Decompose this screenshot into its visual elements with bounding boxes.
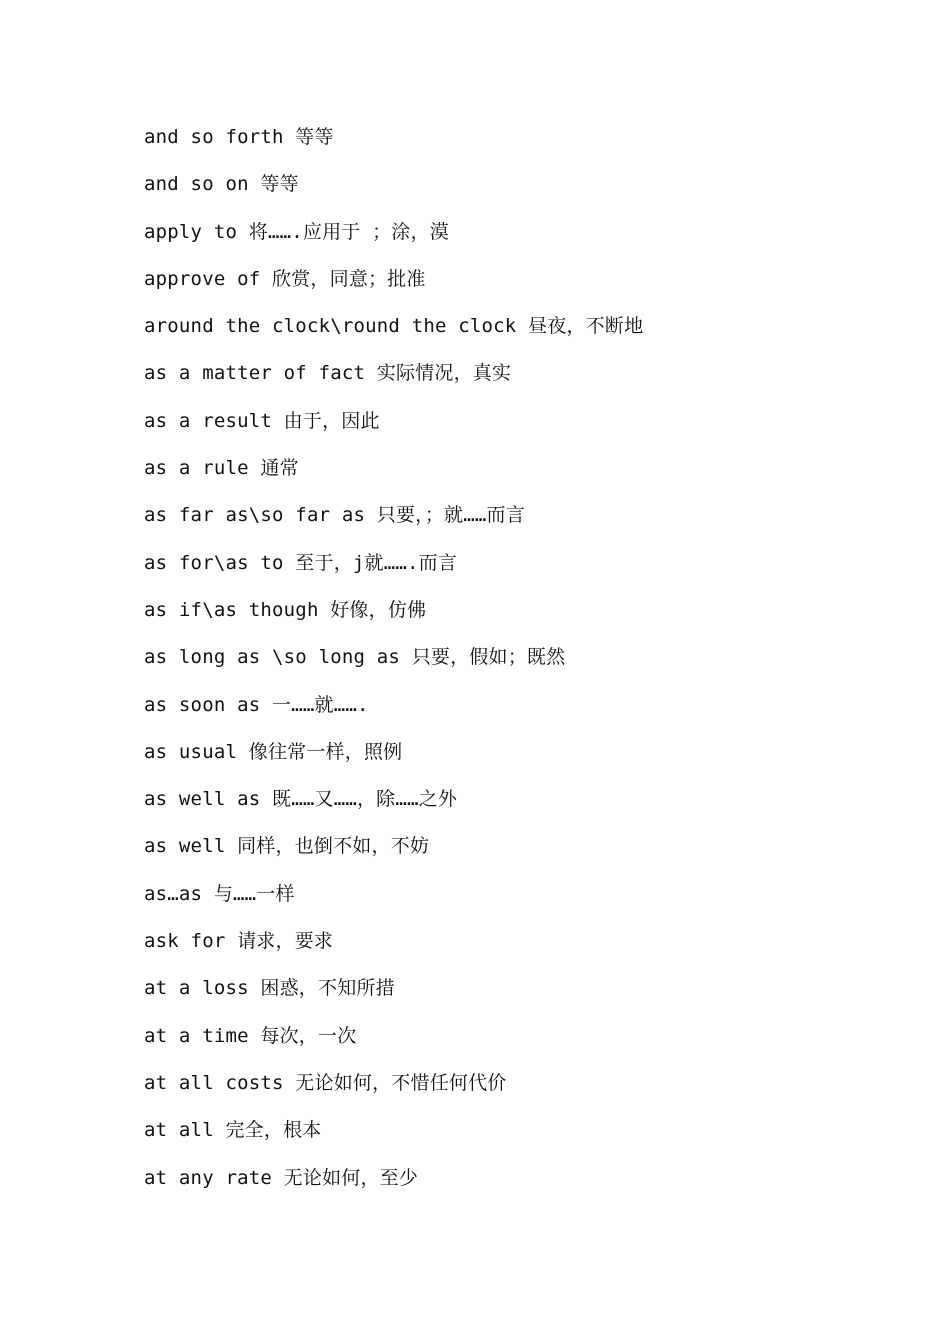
list-item: as well as 既……又……，除……之外 bbox=[144, 788, 458, 811]
list-item: at any rate 无论如何，至少 bbox=[144, 1166, 419, 1189]
phrase-list bbox=[144, 116, 904, 1204]
list-item: as usual 像往常一样，照例 bbox=[144, 740, 403, 763]
list-item: around the clock\round the clock 昼夜，不断地 bbox=[144, 315, 644, 338]
list-item: as far as\so far as 只要，；就……而言 bbox=[144, 504, 525, 527]
list-item: at all costs 无论如何，不惜任何代价 bbox=[144, 1071, 507, 1094]
list-item: as for\as to 至于，j就…….而言 bbox=[144, 551, 458, 574]
list-item: at a time 每次，一次 bbox=[144, 1024, 357, 1047]
list-item: as soon as 一……就……. bbox=[144, 693, 369, 716]
list-item: ask for 请求，要求 bbox=[144, 930, 334, 953]
list-item: and so on 等等 bbox=[144, 173, 299, 196]
list-item: as if\as though 好像，仿佛 bbox=[144, 598, 427, 621]
list-item: as…as 与……一样 bbox=[144, 882, 295, 905]
list-item: as a result 由于，因此 bbox=[144, 409, 380, 432]
list-item: as a rule 通常 bbox=[144, 457, 299, 480]
list-item: as a matter of fact 实际情况，真实 bbox=[144, 362, 512, 385]
list-item: at all 完全，根本 bbox=[144, 1119, 322, 1142]
list-item: as well 同样，也倒不如，不妨 bbox=[144, 835, 430, 858]
list-item: approve of 欣赏，同意；批准 bbox=[144, 267, 426, 290]
list-item: at a loss 困惑，不知所措 bbox=[144, 977, 395, 1000]
list-item: apply to 将…….应用于 ；涂，漠 bbox=[144, 220, 449, 243]
list-item: and so forth 等等 bbox=[144, 126, 334, 148]
list-item: as long as \so long as 只要，假如；既然 bbox=[144, 646, 566, 669]
